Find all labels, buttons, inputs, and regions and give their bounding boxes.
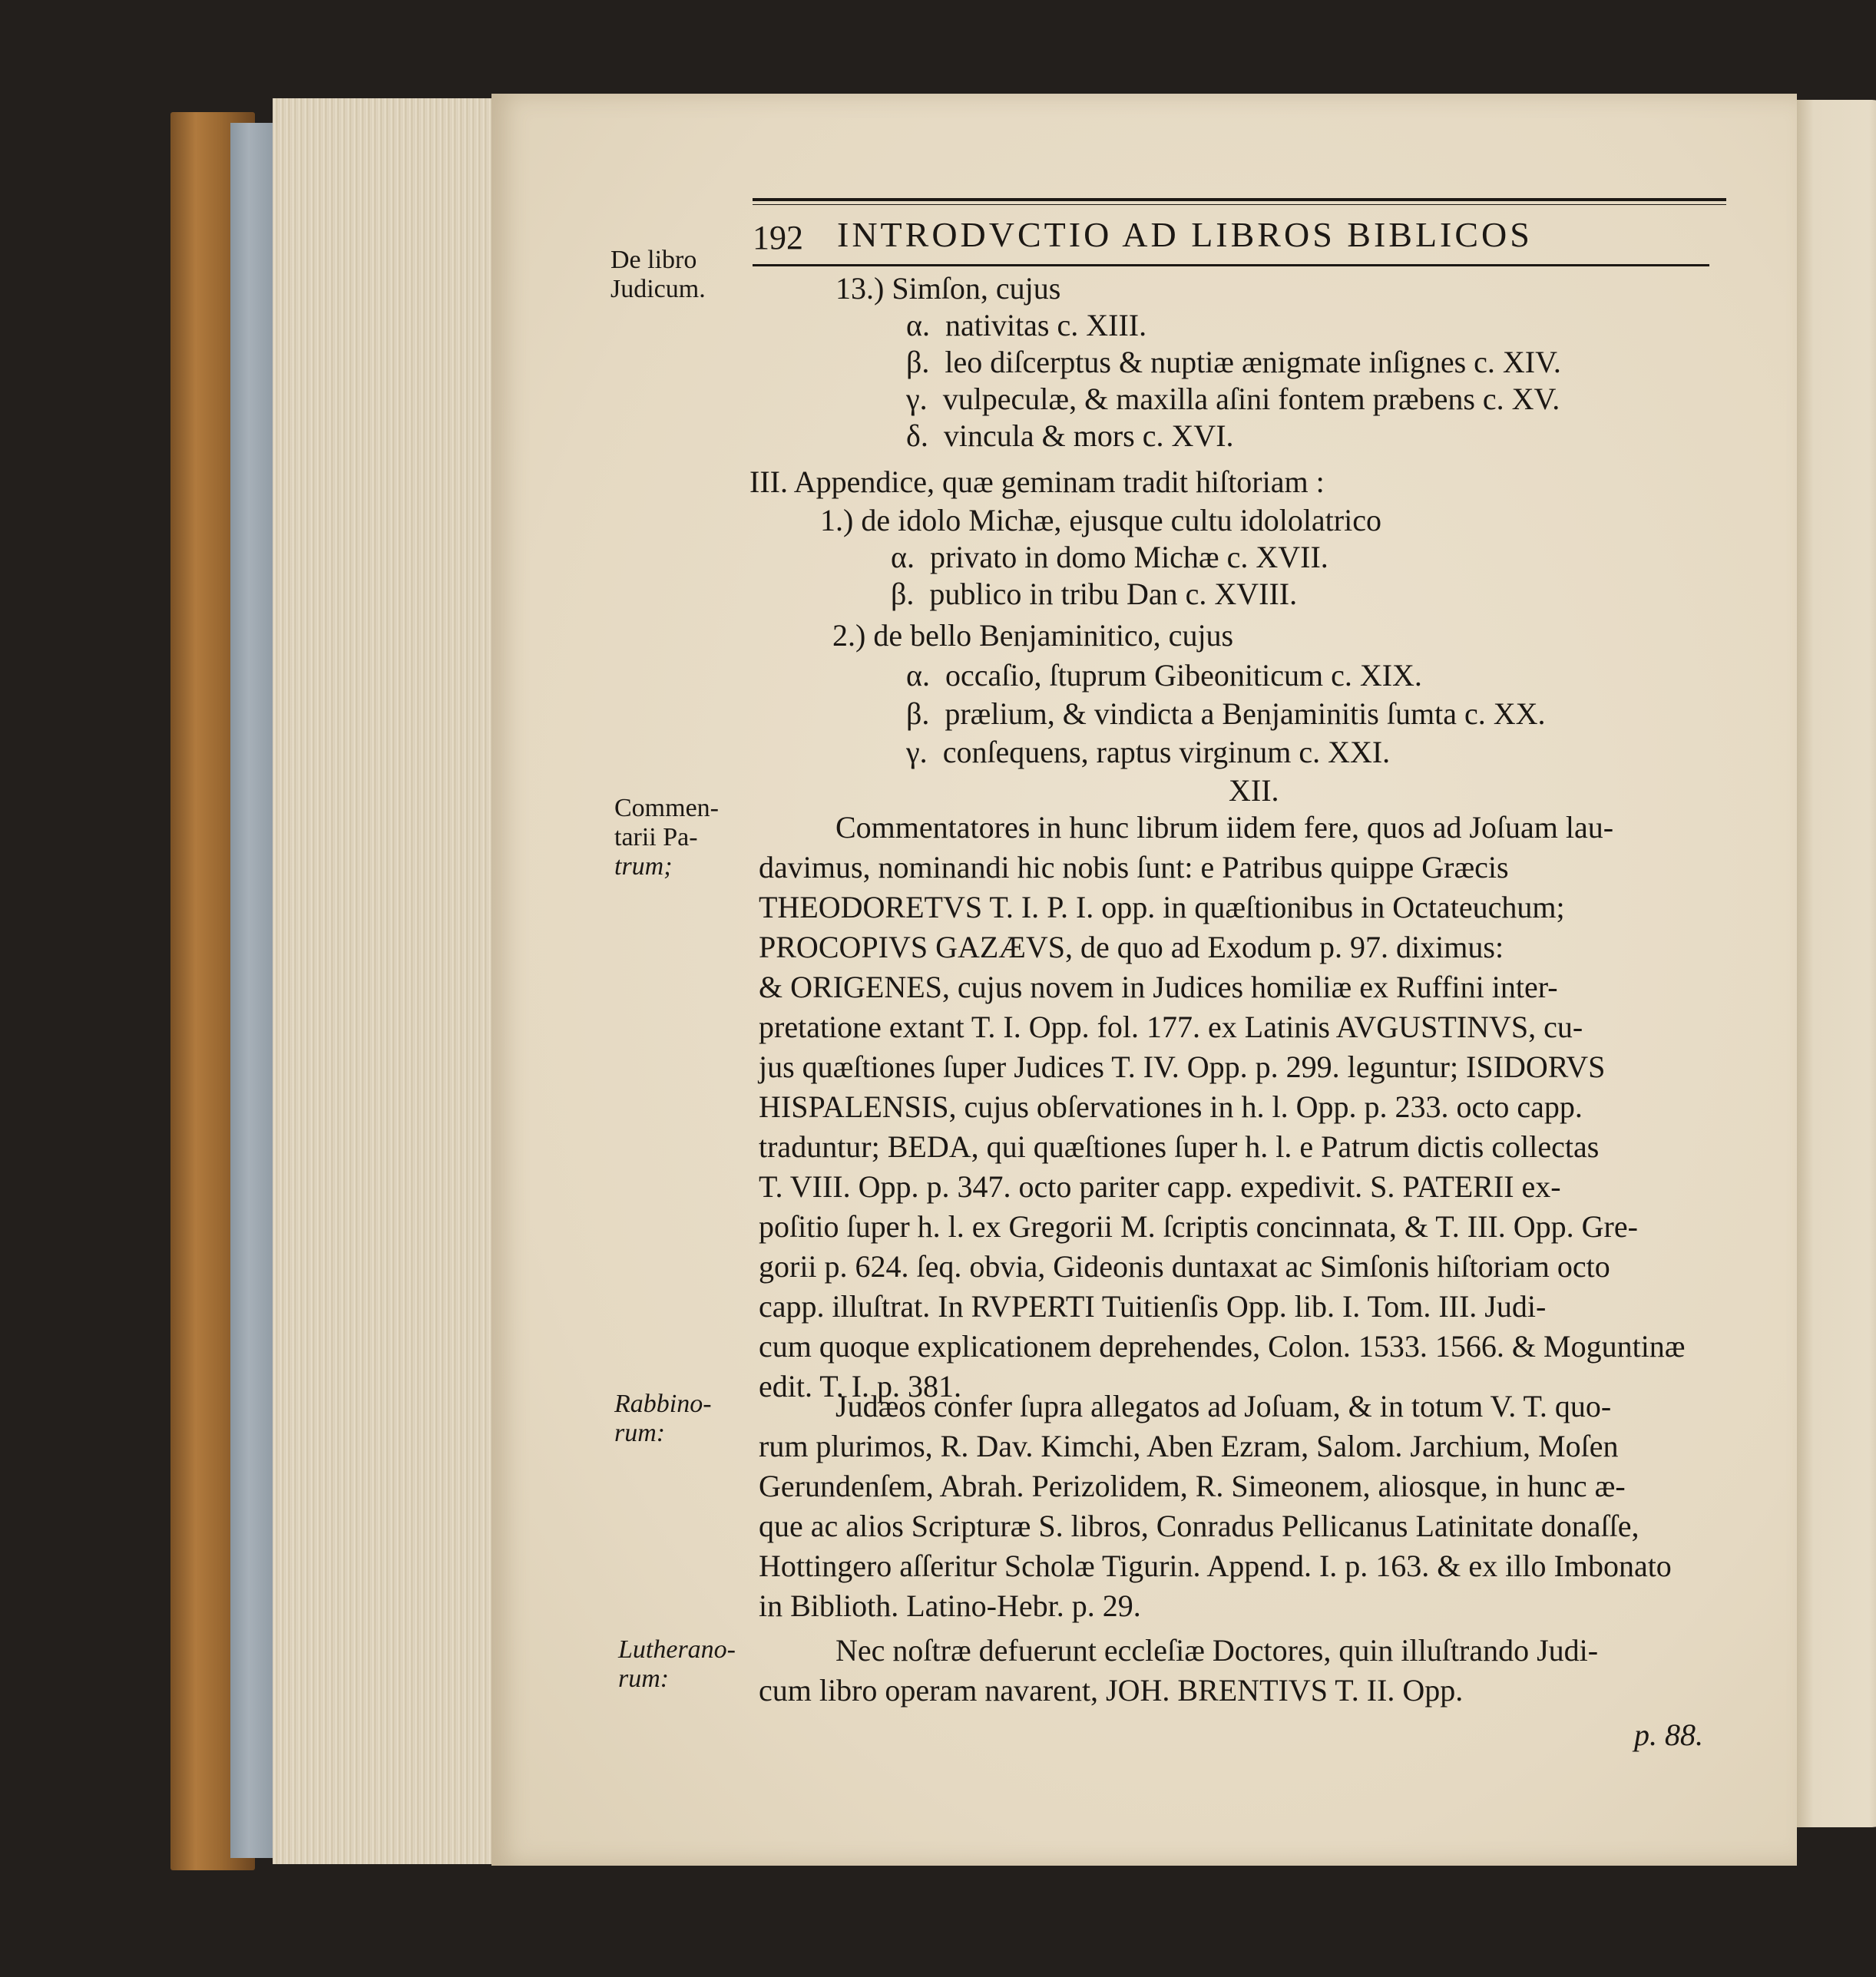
- text-line: traduntur; BEDA, qui quæſtiones ſuper h. l. e Patrum dictis collectas: [759, 1129, 1600, 1164]
- outline-text: privato in domo Michæ c. XVII.: [929, 540, 1328, 574]
- text-line: Nec noſtræ defuerunt eccleſiæ Doctores, quin illuſtrando Judi-: [835, 1633, 1599, 1668]
- margin-note-line: tarii Pa-: [614, 823, 698, 851]
- outline-item: [906, 307, 1146, 344]
- outline-text: nativitas c. XIII.: [945, 308, 1147, 342]
- outline-item: [835, 270, 1060, 307]
- margin-note-line: De libro: [610, 246, 697, 274]
- text-line: rum plurimos, R. Dav. Kimchi, Aben Ezram, Salom. Jarchium, Moſen: [759, 1429, 1619, 1463]
- text-line: edit. T. I. p. 381.: [759, 1369, 962, 1403]
- margin-note-line: trum;: [614, 852, 673, 881]
- outline-text: conſequens, raptus virginum c. XXI.: [942, 735, 1391, 769]
- outline-item: [906, 657, 1422, 694]
- text-line: Gerundenſem, Abrah. Perizolidem, R. Simeonem, aliosque, in hunc æ-: [759, 1469, 1626, 1503]
- margin-note-de-libro: [610, 246, 706, 304]
- outline-item: [891, 539, 1328, 576]
- header-rule-bottom: [753, 264, 1709, 266]
- text-line: Hottingero aſſeritur Scholæ Tigurin. Append. I. p. 163. & ex illo Imbonato: [759, 1549, 1672, 1583]
- outline-item: [891, 576, 1297, 613]
- margin-note-line: Lutherano-: [618, 1635, 736, 1664]
- page-number: 192: [753, 219, 803, 256]
- margin-note-line: Commen-: [614, 794, 719, 822]
- text-line: cum libro operam navarent, JOH. BRENTIVS T. II. Opp.: [759, 1673, 1464, 1708]
- text-line: & ORIGENES, cujus novem in Judices homiliæ ex Ruffini inter-: [759, 970, 1558, 1004]
- outline-label: 2.): [832, 618, 866, 653]
- text-line: T. VIII. Opp. p. 347. octo pariter capp. expedivit. S. PATERII ex-: [759, 1169, 1561, 1204]
- outline-text: prælium, & vindicta a Benjaminitis ſumta c. XX.: [945, 696, 1546, 731]
- outline-label: β.: [891, 577, 915, 611]
- outline-label: γ.: [906, 735, 928, 769]
- page-stack: [273, 98, 495, 1864]
- outline-text: vincula & mors c. XVI.: [943, 418, 1234, 453]
- text-line: Commentatores in hunc librum iidem fere, quos ad Joſuam lau-: [835, 810, 1614, 845]
- outline-text: vulpeculæ, & maxilla aſini fontem præbens c. XV.: [942, 382, 1560, 416]
- text-line: davimus, nominandi hic nobis ſunt: e Patribus quippe Græcis: [759, 850, 1509, 884]
- margin-note-line: Rabbino-: [614, 1390, 712, 1418]
- book-edge: [230, 123, 276, 1858]
- outline-label: β.: [906, 696, 930, 731]
- facing-page-edge: [1795, 100, 1876, 1827]
- margin-note-line: rum:: [618, 1665, 670, 1693]
- outline-item: [906, 381, 1560, 418]
- outline-text: Appendice, quæ geminam tradit hiſtoriam :: [793, 464, 1325, 499]
- text-line: gorii p. 624. ſeq. obvia, Gideonis duntaxat ac Simſonis hiſtoriam octo: [759, 1249, 1610, 1284]
- text-line: que ac alios Scripturæ S. libros, Conradus Pellicanus Latinitate donaſſe,: [759, 1509, 1639, 1543]
- outline-label: III.: [749, 464, 788, 499]
- text-line: poſitio ſuper h. l. ex Gregorii M. ſcriptis concinnata, & T. III. Opp. Gre-: [759, 1209, 1638, 1244]
- text-line: capp. illuſtrat. In RVPERTI Tuitienſis Opp. lib. I. Tom. III. Judi-: [759, 1289, 1547, 1324]
- section-number: XII.: [1229, 773, 1279, 808]
- text-line: pretatione extant T. I. Opp. fol. 177. ex Latinis AVGUSTINVS, cu-: [759, 1010, 1583, 1044]
- outline-item: [820, 502, 1381, 539]
- outline-label: δ.: [906, 418, 928, 453]
- text-line: Judæos confer ſupra allegatos ad Joſuam, & in totum V. T. quo-: [835, 1389, 1612, 1423]
- margin-note-line: Judicum.: [610, 275, 706, 303]
- outline-item: [906, 696, 1545, 732]
- text-line: cum quoque explicationem deprehendes, Colon. 1533. 1566. & Moguntinæ: [759, 1329, 1686, 1364]
- outline-label: β.: [906, 345, 930, 379]
- outline-text: de bello Benjaminitico, cujus: [873, 618, 1234, 653]
- outline-item: [906, 734, 1390, 771]
- outline-text: de idolo Michæ, ejusque cultu idololatrico: [861, 503, 1381, 537]
- outline-text: leo diſcerptus & nuptiæ ænigmate inſignes c. XIV.: [945, 345, 1561, 379]
- running-title: INTRODVCTIO AD LIBROS BIBLICOS: [837, 215, 1533, 254]
- margin-note-rabbinorum: [614, 1390, 712, 1448]
- outline-label: γ.: [906, 382, 928, 416]
- margin-note-lutheranorum: [618, 1635, 736, 1694]
- outline-text: occaſio, ſtuprum Gibeoniticum c. XIX.: [945, 658, 1422, 693]
- text-line: in Biblioth. Latino-Hebr. p. 29.: [759, 1589, 1141, 1623]
- text-line: PROCOPIVS GAZÆVS, de quo ad Exodum p. 97. diximus:: [759, 930, 1504, 964]
- outline-item: [832, 617, 1233, 654]
- outline-text: Simſon, cujus: [892, 271, 1061, 306]
- text-line: HISPALENSIS, cujus obſervationes in h. l. Opp. p. 233. octo capp.: [759, 1089, 1583, 1124]
- outline-label: α.: [906, 308, 930, 342]
- margin-note-line: rum:: [614, 1419, 666, 1447]
- outline-item: [906, 418, 1234, 455]
- header-rule-top-thin: [753, 204, 1726, 205]
- outline-label: α.: [906, 658, 930, 693]
- outline-item: [906, 344, 1561, 381]
- margin-note-commentarii: [614, 794, 719, 881]
- outline-item: [749, 464, 1325, 501]
- text-line: THEODORETVS T. I. P. I. opp. in quæſtionibus in Octateuchum;: [759, 890, 1565, 924]
- outline-label: 1.): [820, 503, 854, 537]
- text-line: jus quæſtiones ſuper Judices T. IV. Opp. p. 299. leguntur; ISIDORVS: [759, 1050, 1606, 1084]
- outline-label: α.: [891, 540, 915, 574]
- catchword: p. 88.: [1634, 1717, 1703, 1752]
- header-rule-top: [753, 198, 1726, 201]
- outline-label: 13.): [835, 271, 885, 306]
- outline-text: publico in tribu Dan c. XVIII.: [929, 577, 1298, 611]
